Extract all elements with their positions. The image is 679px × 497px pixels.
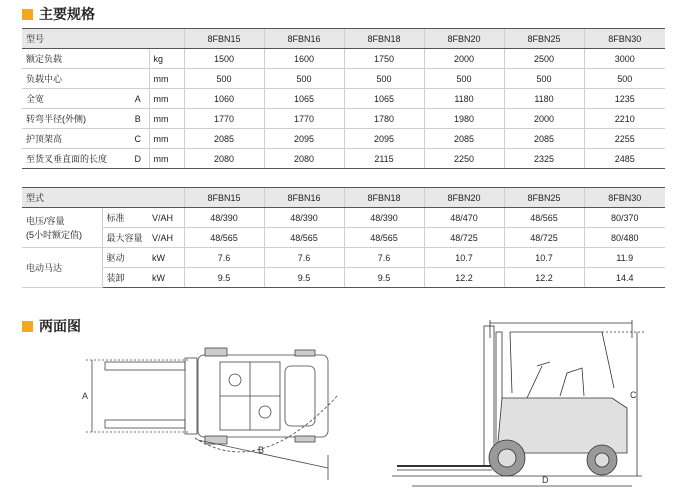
dimension-d-label: D bbox=[542, 475, 549, 485]
cell: 2500 bbox=[504, 49, 584, 69]
cell: 2080 bbox=[184, 149, 264, 169]
forklift-top-view-drawing bbox=[70, 340, 370, 490]
motor-label: 电动马达 bbox=[22, 248, 102, 288]
dimension-a-label: A bbox=[82, 391, 89, 401]
row-unit: V/AH bbox=[148, 208, 184, 228]
cell: 1750 bbox=[344, 49, 424, 69]
section-marker-icon bbox=[22, 321, 33, 332]
cell: 48/725 bbox=[424, 228, 504, 248]
cell: 500 bbox=[584, 69, 665, 89]
cell: 48/470 bbox=[424, 208, 504, 228]
cell: 1065 bbox=[264, 89, 344, 109]
cell: 9.5 bbox=[184, 268, 264, 288]
cell: 2080 bbox=[264, 149, 344, 169]
row-code bbox=[127, 69, 149, 89]
cell: 7.6 bbox=[344, 248, 424, 268]
table-row bbox=[22, 228, 665, 248]
cell: 80/480 bbox=[584, 228, 665, 248]
row-sub: 最大容量 bbox=[102, 228, 148, 248]
battery-label-cell bbox=[22, 208, 102, 248]
table-row bbox=[22, 49, 665, 69]
power-table-header bbox=[22, 188, 665, 208]
battery-label-note: (5小时额定值) bbox=[26, 229, 82, 240]
table-row bbox=[22, 69, 665, 89]
forklift-side-view-drawing bbox=[392, 318, 672, 493]
cell: 48/390 bbox=[184, 208, 264, 228]
cell: 10.7 bbox=[504, 248, 584, 268]
model-header: 8FBN16 bbox=[264, 188, 344, 208]
cell: 48/390 bbox=[264, 208, 344, 228]
model-header: 8FBN30 bbox=[584, 29, 665, 49]
power-header-label: 型式 bbox=[22, 188, 184, 208]
row-code: C bbox=[127, 129, 149, 149]
row-sub: 标准 bbox=[102, 208, 148, 228]
cell: 2485 bbox=[584, 149, 665, 169]
power-table bbox=[22, 187, 665, 288]
model-header: 8FBN15 bbox=[184, 29, 264, 49]
cell: 48/565 bbox=[504, 208, 584, 228]
model-header: 8FBN18 bbox=[344, 29, 424, 49]
drawing-section-title bbox=[22, 316, 81, 336]
row-unit: mm bbox=[149, 129, 184, 149]
cell: 1980 bbox=[424, 109, 504, 129]
cell: 1235 bbox=[584, 89, 665, 109]
cell: 2000 bbox=[504, 109, 584, 129]
model-header: 8FBN25 bbox=[504, 188, 584, 208]
cell: 14.4 bbox=[584, 268, 665, 288]
cell: 2095 bbox=[344, 129, 424, 149]
cell: 500 bbox=[344, 69, 424, 89]
table-row bbox=[22, 149, 665, 169]
cell: 500 bbox=[504, 69, 584, 89]
row-label: 护顶架高 bbox=[22, 129, 127, 149]
cell: 1065 bbox=[344, 89, 424, 109]
model-header: 8FBN18 bbox=[344, 188, 424, 208]
row-unit: mm bbox=[149, 69, 184, 89]
row-unit: mm bbox=[149, 149, 184, 169]
row-label: 至货叉垂直面的长度 bbox=[22, 149, 127, 169]
cell: 2095 bbox=[264, 129, 344, 149]
table-row bbox=[22, 208, 665, 228]
cell: 2255 bbox=[584, 129, 665, 149]
model-header: 8FBN15 bbox=[184, 188, 264, 208]
cell: 1770 bbox=[184, 109, 264, 129]
table-row bbox=[22, 89, 665, 109]
cell: 2085 bbox=[504, 129, 584, 149]
spec-section-title bbox=[22, 4, 95, 24]
cell: 2115 bbox=[344, 149, 424, 169]
row-unit: mm bbox=[149, 89, 184, 109]
section-marker-icon bbox=[22, 9, 33, 20]
cell: 500 bbox=[424, 69, 504, 89]
cell: 48/725 bbox=[504, 228, 584, 248]
cell: 500 bbox=[264, 69, 344, 89]
cell: 2085 bbox=[424, 129, 504, 149]
model-header: 8FBN16 bbox=[264, 29, 344, 49]
spec-title-text: 主要规格 bbox=[39, 6, 95, 22]
dimension-b-label: B bbox=[258, 445, 265, 455]
cell: 11.9 bbox=[584, 248, 665, 268]
cell: 1770 bbox=[264, 109, 344, 129]
cell: 7.6 bbox=[264, 248, 344, 268]
cell: 12.2 bbox=[424, 268, 504, 288]
model-header: 8FBN20 bbox=[424, 188, 504, 208]
cell: 1060 bbox=[184, 89, 264, 109]
row-label: 转弯半径(外侧) bbox=[22, 109, 127, 129]
cell: 2210 bbox=[584, 109, 665, 129]
cell: 1500 bbox=[184, 49, 264, 69]
cell: 2325 bbox=[504, 149, 584, 169]
table-row bbox=[22, 268, 665, 288]
cell: 1780 bbox=[344, 109, 424, 129]
cell: 9.5 bbox=[264, 268, 344, 288]
row-code bbox=[127, 49, 149, 69]
model-header: 8FBN30 bbox=[584, 188, 665, 208]
cell: 9.5 bbox=[344, 268, 424, 288]
row-code: B bbox=[127, 109, 149, 129]
battery-label: 电压/容量 bbox=[26, 215, 65, 226]
row-code: D bbox=[127, 149, 149, 169]
cell: 12.2 bbox=[504, 268, 584, 288]
spec-header-label: 型号 bbox=[22, 29, 184, 49]
cell: 1600 bbox=[264, 49, 344, 69]
table-row bbox=[22, 129, 665, 149]
table-row bbox=[22, 248, 665, 268]
cell: 1180 bbox=[504, 89, 584, 109]
row-unit: kg bbox=[149, 49, 184, 69]
table-row bbox=[22, 109, 665, 129]
row-label: 全宽 bbox=[22, 89, 127, 109]
drawing-title-text: 两面图 bbox=[39, 318, 81, 334]
spec-table-header bbox=[22, 29, 665, 49]
cell: 7.6 bbox=[184, 248, 264, 268]
cell: 3000 bbox=[584, 49, 665, 69]
spec-table bbox=[22, 28, 665, 169]
row-unit: V/AH bbox=[148, 228, 184, 248]
dimension-c-label: C bbox=[630, 390, 637, 400]
row-unit: kW bbox=[148, 248, 184, 268]
cell: 2085 bbox=[184, 129, 264, 149]
cell: 500 bbox=[184, 69, 264, 89]
row-unit: kW bbox=[148, 268, 184, 288]
cell: 48/565 bbox=[184, 228, 264, 248]
row-unit: mm bbox=[149, 109, 184, 129]
model-header: 8FBN25 bbox=[504, 29, 584, 49]
row-label: 负载中心 bbox=[22, 69, 127, 89]
cell: 80/370 bbox=[584, 208, 665, 228]
cell: 2250 bbox=[424, 149, 504, 169]
cell: 48/565 bbox=[344, 228, 424, 248]
row-sub: 装卸 bbox=[102, 268, 148, 288]
model-header: 8FBN20 bbox=[424, 29, 504, 49]
cell: 48/565 bbox=[264, 228, 344, 248]
cell: 10.7 bbox=[424, 248, 504, 268]
row-label: 额定负载 bbox=[22, 49, 127, 69]
cell: 2000 bbox=[424, 49, 504, 69]
row-code: A bbox=[127, 89, 149, 109]
row-sub: 驱动 bbox=[102, 248, 148, 268]
cell: 48/390 bbox=[344, 208, 424, 228]
cell: 1180 bbox=[424, 89, 504, 109]
